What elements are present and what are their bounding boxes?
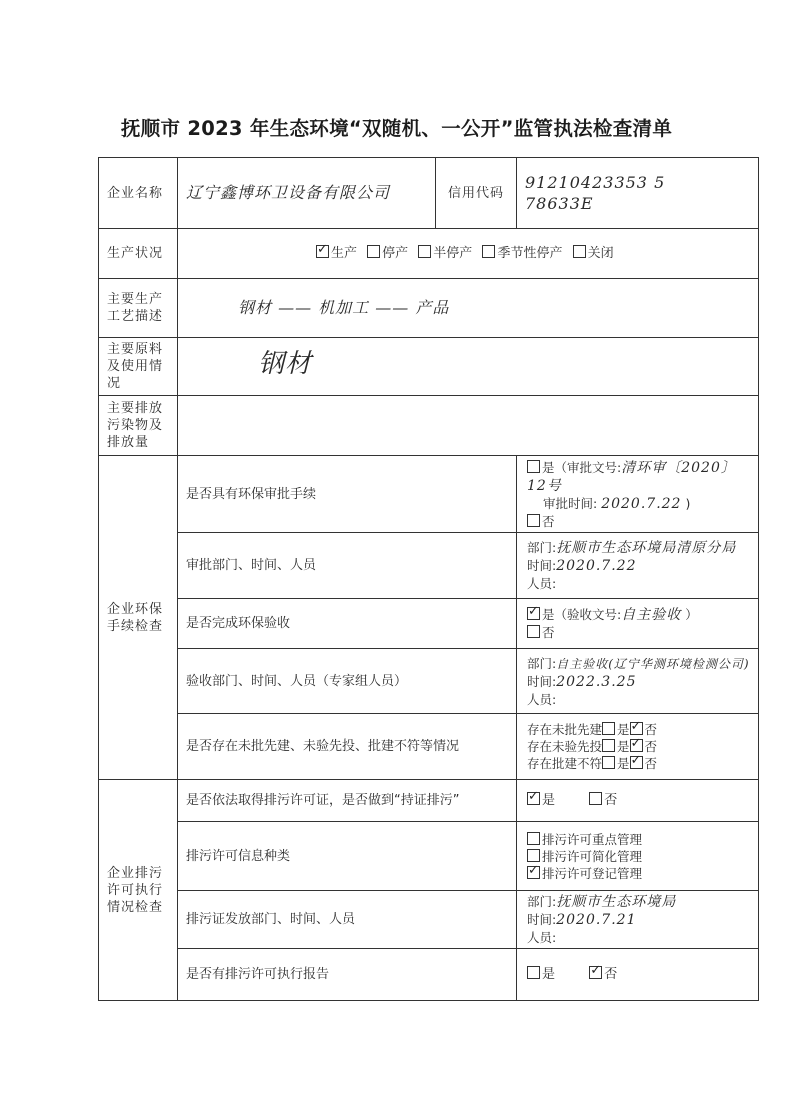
approval-time-line: 审批时间: 2020.7.22 ) (543, 495, 691, 512)
approval-dept-question: 审批部门、时间、人员 (178, 533, 517, 599)
pollutants-row (99, 396, 759, 456)
credit-value[interactable] (517, 158, 759, 229)
checkbox-checked-icon (527, 607, 540, 620)
checkbox-icon[interactable] (527, 966, 540, 979)
checkbox-checked-icon[interactable] (527, 866, 540, 879)
production-options (178, 229, 759, 279)
permit-question: 是否依法取得排污许可证，是否做到“持证排污” (178, 780, 517, 822)
checkbox-icon (527, 514, 540, 527)
pollutants-label: 主要排放污染物及排放量 (99, 396, 178, 456)
materials-label: 主要原料及使用情况 (99, 338, 178, 396)
approval-time: 2020.7.22 (601, 495, 682, 512)
violation-item: 存在未批先建 是✓ 否 (527, 721, 750, 738)
violations-question: 是否存在未批先建、未验先投、批建不符等情况 (178, 714, 517, 780)
process-value-cell[interactable] (178, 279, 759, 338)
acceptance-dept-row (99, 649, 759, 714)
acceptance-dept-question: 验收部门、时间、人员（专家组人员） (178, 649, 517, 714)
approval-row (99, 456, 759, 533)
acceptance-dept: 自主验收(辽宁华测环境检测公司) (556, 656, 750, 671)
approval-dept-answer[interactable]: 部门:抚顺市生态环境局清原分局 时间:2020.7.22 人员: (517, 533, 759, 599)
approval-answer[interactable] (517, 456, 759, 533)
checkbox-icon (367, 245, 380, 258)
checkbox-checked-icon[interactable] (589, 966, 602, 979)
status-option-production[interactable]: ✓ 生产 (316, 246, 357, 261)
materials-row (99, 338, 759, 396)
production-row (99, 229, 759, 279)
permit-dept: 抚顺市生态环境局 (556, 894, 677, 910)
checkbox-checked-icon[interactable] (630, 739, 643, 752)
process-label: 主要生产工艺描述 (99, 279, 178, 338)
checkbox-checked-icon[interactable] (630, 756, 643, 769)
approval-dept: 抚顺市生态环境局清原分局 (556, 540, 737, 556)
env-check-label: 企业环保手续检查 (99, 456, 178, 780)
permit-dept-question: 排污证发放部门、时间、人员 (178, 891, 517, 949)
report-question: 是否有排污许可执行报告 (178, 949, 517, 1001)
permit-type-answer[interactable]: 排污许可重点管理 排污许可简化管理 ✓排污许可登记管理 (517, 822, 759, 891)
company-label: 企业名称 (99, 158, 178, 229)
acceptance-dept-time: 2022.3.25 (556, 673, 637, 690)
process-value: 钢材 —— 机加工 —— 产品 (238, 297, 450, 317)
permit-type-question: 排污许可信息种类 (178, 822, 517, 891)
checkbox-icon (482, 245, 495, 258)
checkbox-icon (573, 245, 586, 258)
acceptance-answer[interactable]: ✓是（验收文号:自主验收 ） 否 (517, 599, 759, 649)
checkbox-icon (418, 245, 431, 258)
acceptance-dept-answer[interactable]: 部门:自主验收(辽宁华测环境检测公司) 时间:2022.3.25 人员: (517, 649, 759, 714)
process-row (99, 279, 759, 338)
violations-answer[interactable] (517, 714, 759, 780)
violation-item: 存在批建不符 是✓ 否 (527, 755, 750, 772)
report-row (99, 949, 759, 1001)
violations-row (99, 714, 759, 780)
materials-value-cell[interactable] (178, 338, 759, 396)
approval-dept-time: 2020.7.22 (556, 558, 637, 574)
approval-yes-line: 是（审批文号:清环审〔2020〕12号 (527, 459, 736, 494)
acceptance-question: 是否完成环保验收 (178, 599, 517, 649)
acceptance-row (99, 599, 759, 649)
checkbox-icon (527, 460, 540, 473)
checkbox-checked-icon[interactable] (630, 722, 643, 735)
violation-item: 存在未验先投 是✓ 否 (527, 738, 750, 755)
status-option-half-stopped[interactable]: 半停产 (418, 246, 472, 261)
status-option-stopped[interactable]: 停产 (367, 246, 408, 261)
checkbox-icon[interactable] (602, 722, 615, 735)
company-row (99, 158, 759, 229)
permit-dept-row (99, 891, 759, 949)
permit-dept-time: 2020.7.21 (556, 912, 637, 928)
permit-dept-answer[interactable]: 部门:抚顺市生态环境局 时间:2020.7.21 人员: (517, 891, 759, 949)
credit-code-line1: 91210423353 5 (525, 173, 666, 192)
checkbox-icon[interactable] (527, 849, 540, 862)
permit-type-row (99, 822, 759, 891)
status-option-seasonal[interactable]: 季节性停产 (482, 246, 562, 261)
credit-code-line2: 78633E (525, 194, 594, 213)
report-answer[interactable]: 是 ✓ 否 (517, 949, 759, 1001)
pollutants-value-cell[interactable] (178, 396, 759, 456)
checkbox-icon[interactable] (527, 832, 540, 845)
production-label: 生产状况 (99, 229, 178, 279)
company-value[interactable] (178, 158, 436, 229)
permit-row (99, 780, 759, 822)
page-title: 抚顺市 2023 年生态环境“双随机、一公开”监管执法检查清单 (120, 117, 673, 140)
checkbox-checked-icon[interactable] (527, 792, 540, 805)
checkbox-icon[interactable] (602, 756, 615, 769)
company-name: 辽宁鑫博环卫设备有限公司 (186, 182, 391, 202)
status-option-closed[interactable]: 关闭 (573, 246, 614, 261)
approval-doc-no: 清环审〔2020〕12号 (527, 459, 736, 494)
checkbox-checked-icon (316, 245, 329, 258)
approval-dept-row (99, 533, 759, 599)
inspection-form (98, 157, 759, 1001)
checkbox-icon[interactable] (589, 792, 602, 805)
permit-answer[interactable]: ✓ 是 否 (517, 780, 759, 822)
acceptance-doc-no: 自主验收 (621, 607, 682, 623)
checkbox-icon[interactable] (602, 739, 615, 752)
permit-check-label: 企业排污许可执行情况检查 (99, 780, 178, 1001)
credit-label: 信用代码 (436, 158, 517, 229)
approval-no-line: 否 (527, 513, 750, 530)
materials-value: 钢材 (258, 349, 313, 379)
approval-question: 是否具有环保审批手续 (178, 456, 517, 533)
checkbox-icon (527, 625, 540, 638)
